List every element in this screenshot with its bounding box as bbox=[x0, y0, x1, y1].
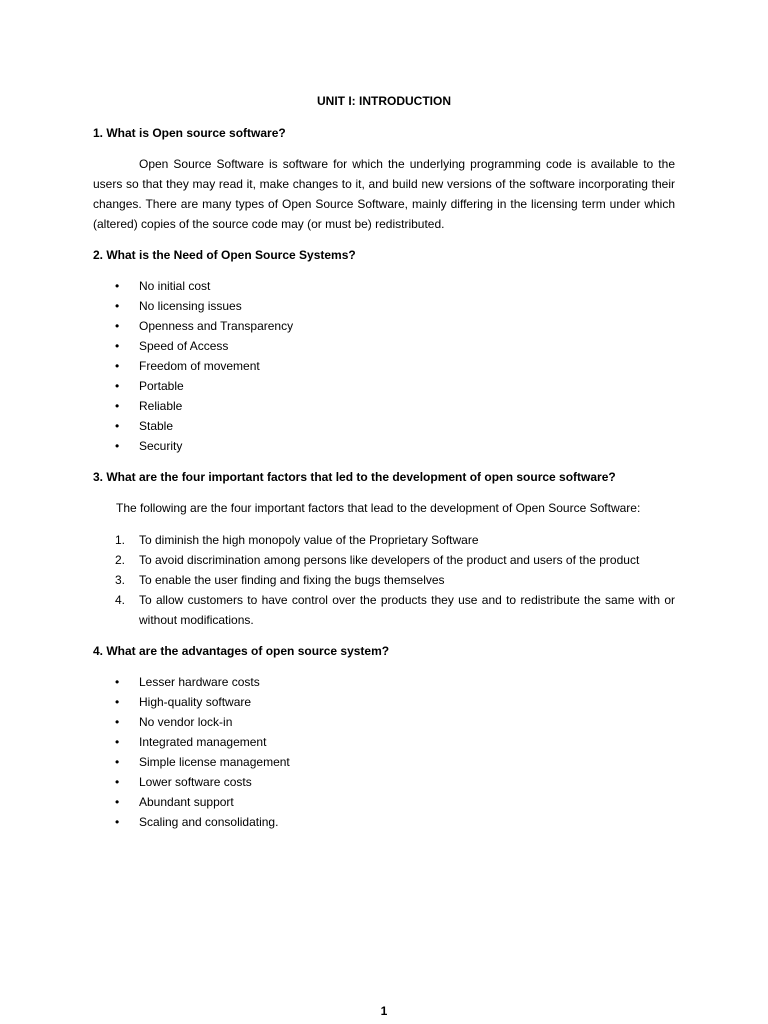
list-item: • No initial cost bbox=[139, 276, 675, 296]
list-item: • No licensing issues bbox=[139, 296, 675, 316]
list-text: To enable the user finding and fixing the bugs themselves bbox=[139, 573, 445, 587]
factors-list bbox=[93, 530, 675, 630]
list-item: • Security bbox=[139, 436, 675, 456]
list-item: • Simple license management bbox=[139, 752, 675, 772]
list-number: 4. bbox=[115, 593, 126, 607]
list-number: 2. bbox=[115, 553, 126, 567]
list-item: • Portable bbox=[139, 376, 675, 396]
list-item bbox=[115, 570, 675, 590]
question-1-heading: 1. What is Open source software? bbox=[93, 126, 286, 140]
question-1-answer: Open Source Software is software for which the underlying programming code is available to the users so that they may read it, make changes to it, and build new versions of the software incorporating their changes. There are many types of Open Source Software, mainly differing in the licensing term under which (altered) copies of the source code may (or must be) redistributed. bbox=[93, 157, 675, 231]
list-item: • Abundant support bbox=[139, 792, 675, 812]
document-page bbox=[93, 92, 675, 844]
list-text: To avoid discrimination among persons like developers of the product and users of the product bbox=[139, 553, 640, 567]
list-number: 1. bbox=[115, 533, 126, 547]
question-2-heading: 2. What is the Need of Open Source Systems? bbox=[93, 248, 356, 262]
list-item: • Integrated management bbox=[139, 732, 675, 752]
list-item: • Openness and Transparency bbox=[139, 316, 675, 336]
list-text: To diminish the high monopoly value of the Proprietary Software bbox=[139, 533, 479, 547]
list-text: To allow customers to have control over the products they use and to redistribute the same with or without modifications. bbox=[139, 593, 675, 627]
list-item: • Lesser hardware costs bbox=[139, 672, 675, 692]
unit-title: UNIT I: INTRODUCTION bbox=[317, 94, 451, 108]
list-item: • Stable bbox=[139, 416, 675, 436]
list-item: • Speed of Access bbox=[139, 336, 675, 356]
list-item: • Freedom of movement bbox=[139, 356, 675, 376]
list-item: • Scaling and consolidating. bbox=[139, 812, 675, 832]
question-3-heading: 3. What are the four important factors that led to the development of open source software? bbox=[93, 470, 616, 484]
list-item: • Reliable bbox=[139, 396, 675, 416]
need-list bbox=[93, 276, 675, 456]
list-item bbox=[115, 550, 675, 570]
question-4-heading: 4. What are the advantages of open source system? bbox=[93, 644, 390, 658]
list-number: 3. bbox=[115, 573, 126, 587]
list-item bbox=[115, 590, 675, 630]
question-3-intro: The following are the four important factors that lead to the development of Open Source Software: bbox=[116, 501, 641, 515]
list-item: • No vendor lock-in bbox=[139, 712, 675, 732]
list-item: • High-quality software bbox=[139, 692, 675, 712]
list-item bbox=[115, 530, 675, 550]
page-number: 1 bbox=[380, 1004, 388, 1018]
list-item: • Lower software costs bbox=[139, 772, 675, 792]
advantages-list bbox=[93, 672, 675, 832]
